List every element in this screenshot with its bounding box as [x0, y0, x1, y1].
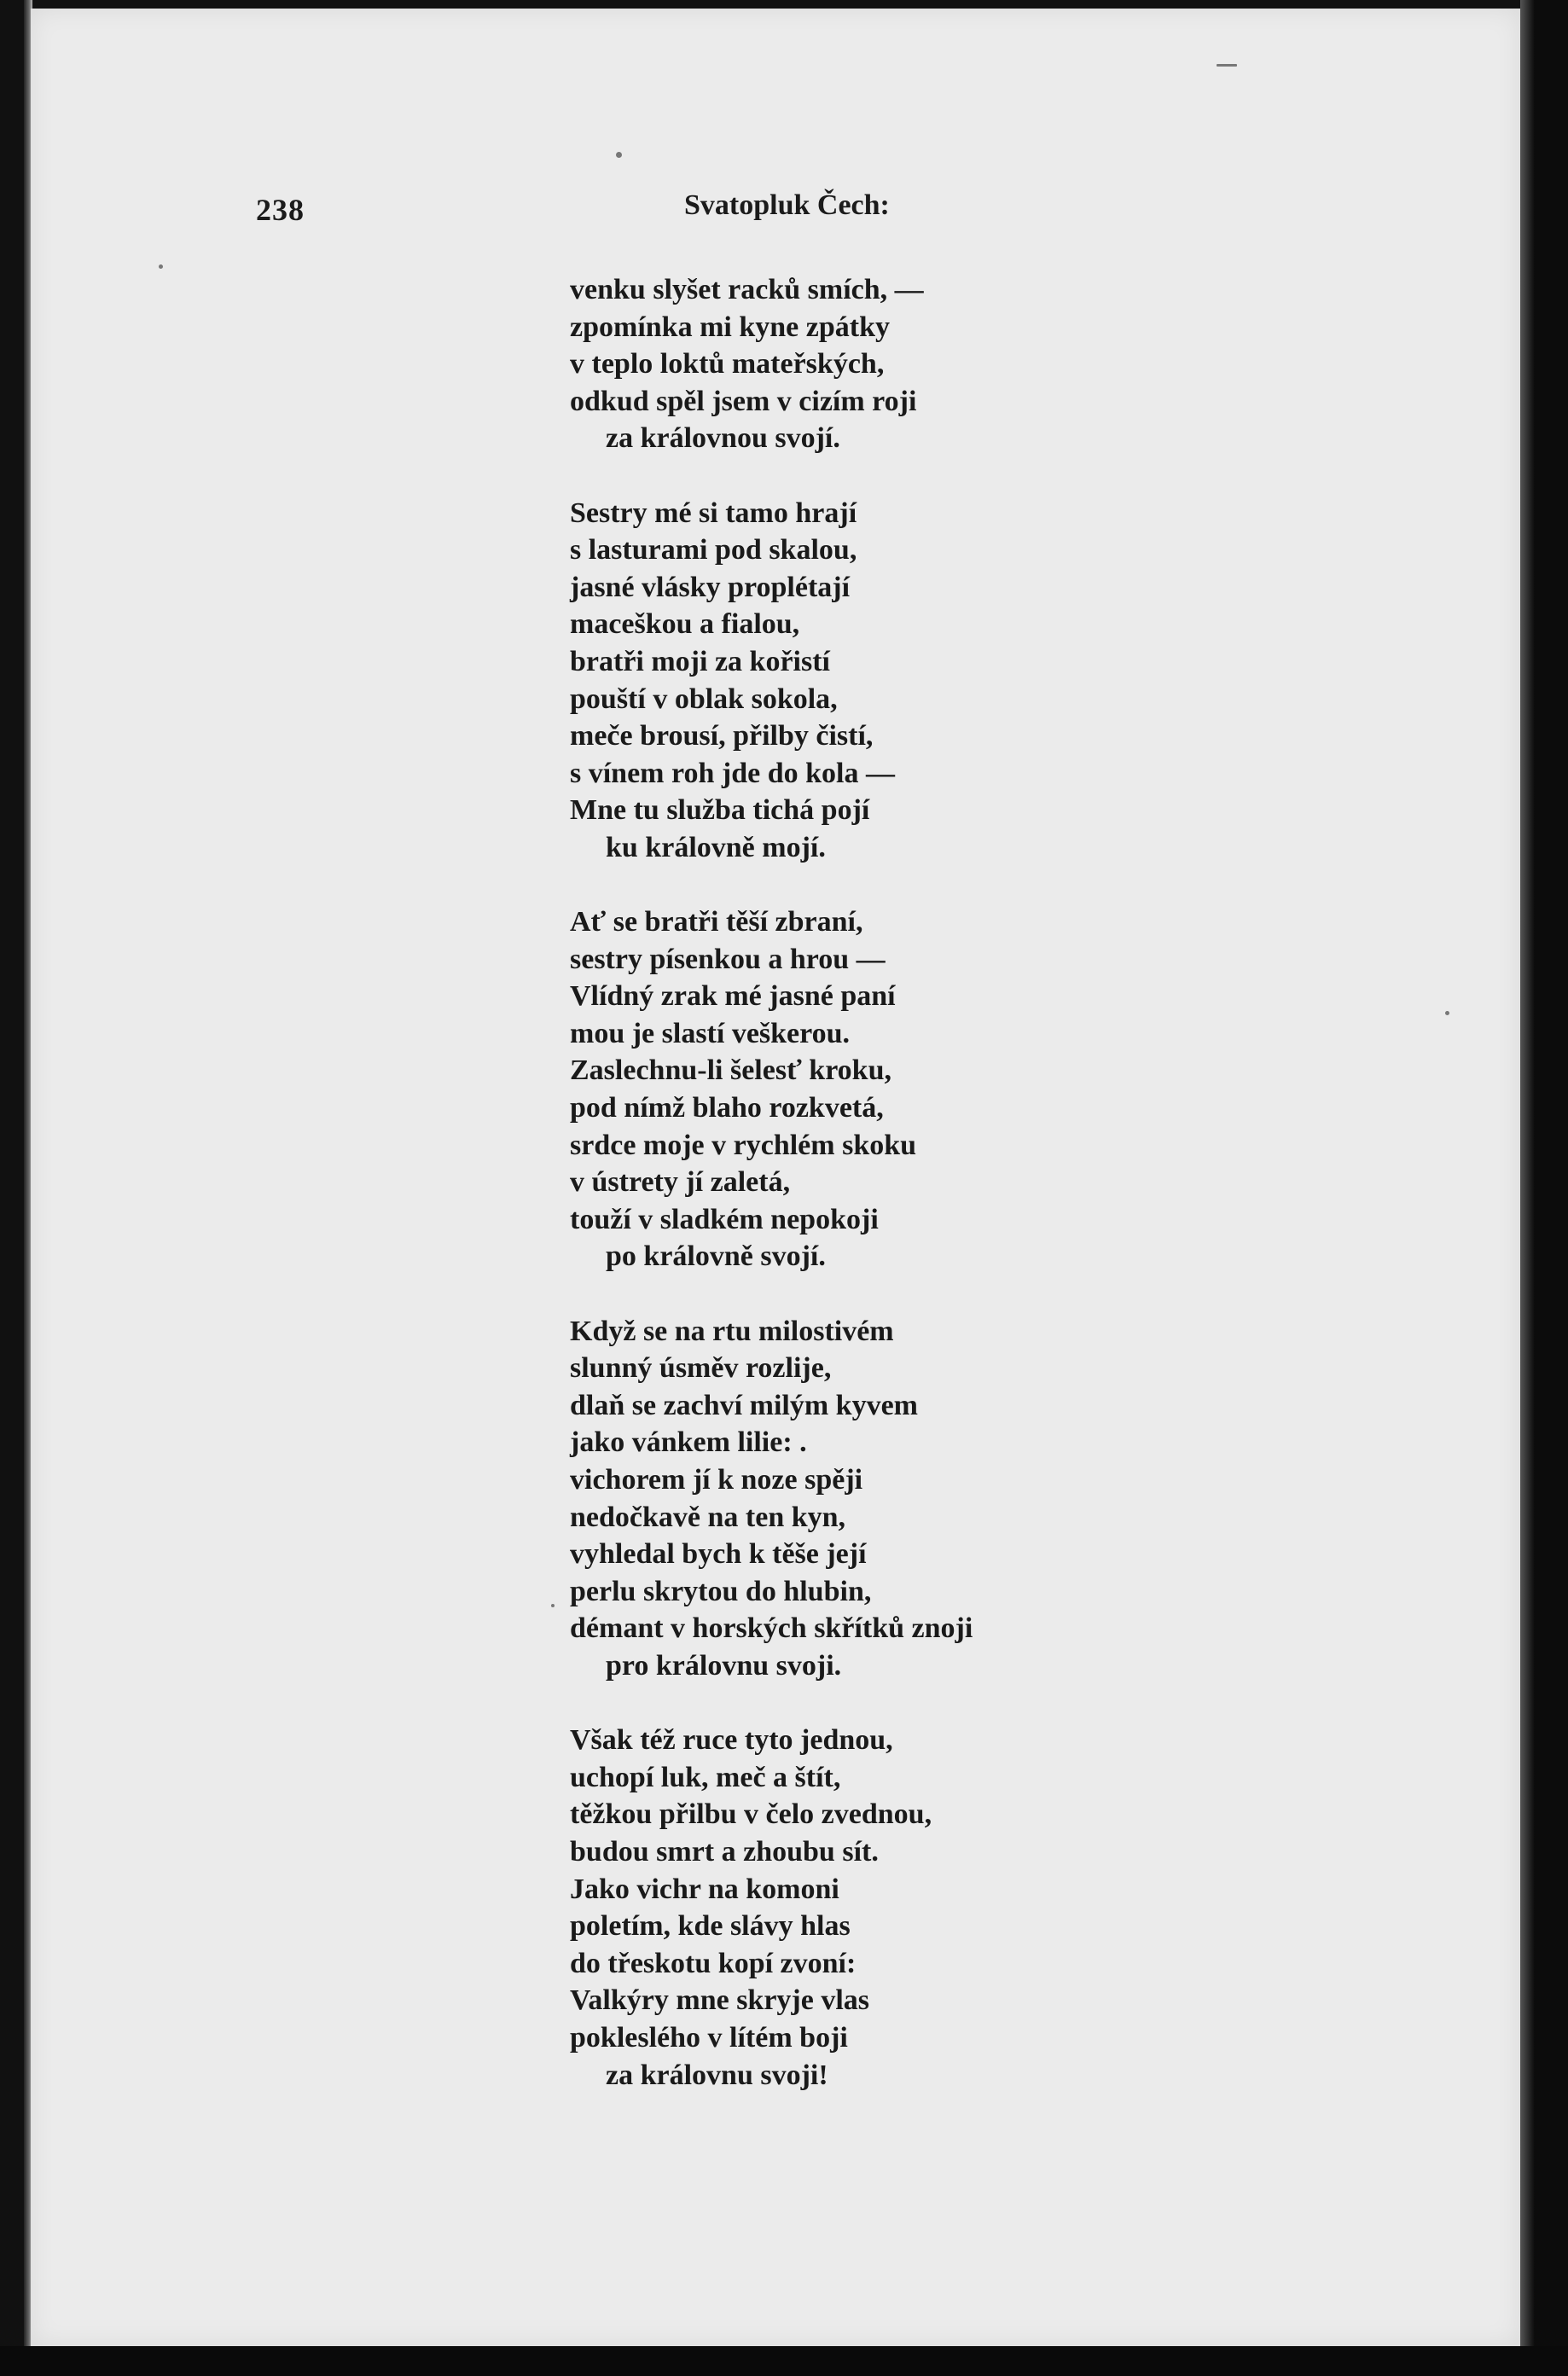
- poem-line: sestry písenkou a hrou —: [570, 943, 886, 975]
- poem-line: Když se na rtu milostivém: [570, 1315, 894, 1347]
- poem-line: do třeskotu kopí zvoní:: [570, 1947, 857, 1979]
- running-head: Svatopluk Čech:: [684, 189, 890, 221]
- dust-speck: [551, 1604, 555, 1607]
- stanza: [570, 903, 1150, 1275]
- poem-line: s vínem roh jde do kola —: [570, 757, 895, 789]
- poem-line: démant v horských skřítků znoji: [570, 1612, 973, 1645]
- poem-line: Sestry mé si tamo hrají: [570, 497, 857, 529]
- poem-line: venku slyšet racků smích, —: [570, 274, 924, 305]
- stanza: [570, 271, 1150, 457]
- dust-speck: [1217, 64, 1237, 67]
- poem-line: pokleslého v lítém boji: [570, 2021, 848, 2054]
- poem-line: Mne tu služba tichá pojí: [570, 794, 870, 827]
- stanza: [570, 495, 1150, 867]
- poem-line: nedočkavě na ten kyn,: [570, 1501, 846, 1533]
- scan-right-edge: [1520, 0, 1568, 2376]
- poem-line: vyhledal bych k těše její: [570, 1538, 867, 1571]
- poem-refrain-line: za královnu svoji!: [606, 2059, 828, 2091]
- poem-refrain-line: za královnou svojí.: [606, 422, 840, 455]
- poem-line: těžkou přilbu v čelo zvednou,: [570, 1798, 932, 1831]
- poem-line: v ústrety jí zaletá,: [570, 1166, 791, 1199]
- poem-line: Vlídný zrak mé jasné paní: [570, 980, 896, 1013]
- poem-line: jasné vlásky proplétají: [570, 571, 851, 603]
- poem-line: Valkýry mne skryje vlas: [570, 1984, 870, 2017]
- poem-line: dlaň se zachví milým kyvem: [570, 1389, 918, 1421]
- poem-line: odkud spěl jsem v cizím roji: [570, 385, 917, 417]
- scan-bottom-edge: [0, 2346, 1568, 2376]
- poem-line: vichorem jí k noze spěji: [570, 1464, 863, 1496]
- poem-line: srdce moje v rychlém skoku: [570, 1129, 917, 1161]
- poem-line: Však též ruce tyto jednou,: [570, 1724, 893, 1757]
- stanza: [570, 1722, 1150, 2094]
- poem-line: Zaslechnu-li šelesť kroku,: [570, 1054, 891, 1087]
- poem-line: pouští v oblak sokola,: [570, 683, 838, 715]
- poem-line: perlu skrytou do hlubin,: [570, 1575, 872, 1607]
- poem-line: Jako vichr na komoni: [570, 1873, 839, 1905]
- poem: [570, 271, 1150, 2131]
- poem-line: s lasturami pod skalou,: [570, 534, 857, 566]
- poem-line: slunný úsměv rozlije,: [570, 1352, 832, 1385]
- poem-line: zpomínka mi kyne zpátky: [570, 311, 890, 343]
- dust-speck: [159, 264, 163, 269]
- poem-line: touží v sladkém nepokoji: [570, 1203, 879, 1235]
- stanza: [570, 1313, 1150, 1685]
- poem-refrain-line: po královně svojí.: [606, 1240, 826, 1273]
- poem-line: maceškou a fialou,: [570, 608, 800, 641]
- poem-line: pod nímž blaho rozkvetá,: [570, 1092, 884, 1124]
- poem-line: v teplo loktů mateřských,: [570, 348, 885, 381]
- dust-speck: [1445, 1011, 1449, 1015]
- poem-line: uchopí luk, meč a štít,: [570, 1761, 841, 1793]
- poem-refrain-line: ku královně mojí.: [606, 831, 826, 863]
- poem-line: budou smrt a zhoubu sít.: [570, 1835, 879, 1868]
- poem-line: meče brousí, přilby čistí,: [570, 720, 874, 752]
- poem-line: mou je slastí veškerou.: [570, 1017, 851, 1049]
- poem-line: jako vánkem lilie: .: [570, 1426, 807, 1459]
- poem-line: bratři moji za kořistí: [570, 645, 830, 677]
- dust-speck: [616, 152, 622, 158]
- poem-refrain-line: pro královnu svoji.: [606, 1649, 842, 1682]
- poem-line: Ať se bratři těší zbraní,: [570, 906, 863, 938]
- page-number: 238: [256, 193, 305, 227]
- poem-line: poletím, kde slávy hlas: [570, 1910, 851, 1943]
